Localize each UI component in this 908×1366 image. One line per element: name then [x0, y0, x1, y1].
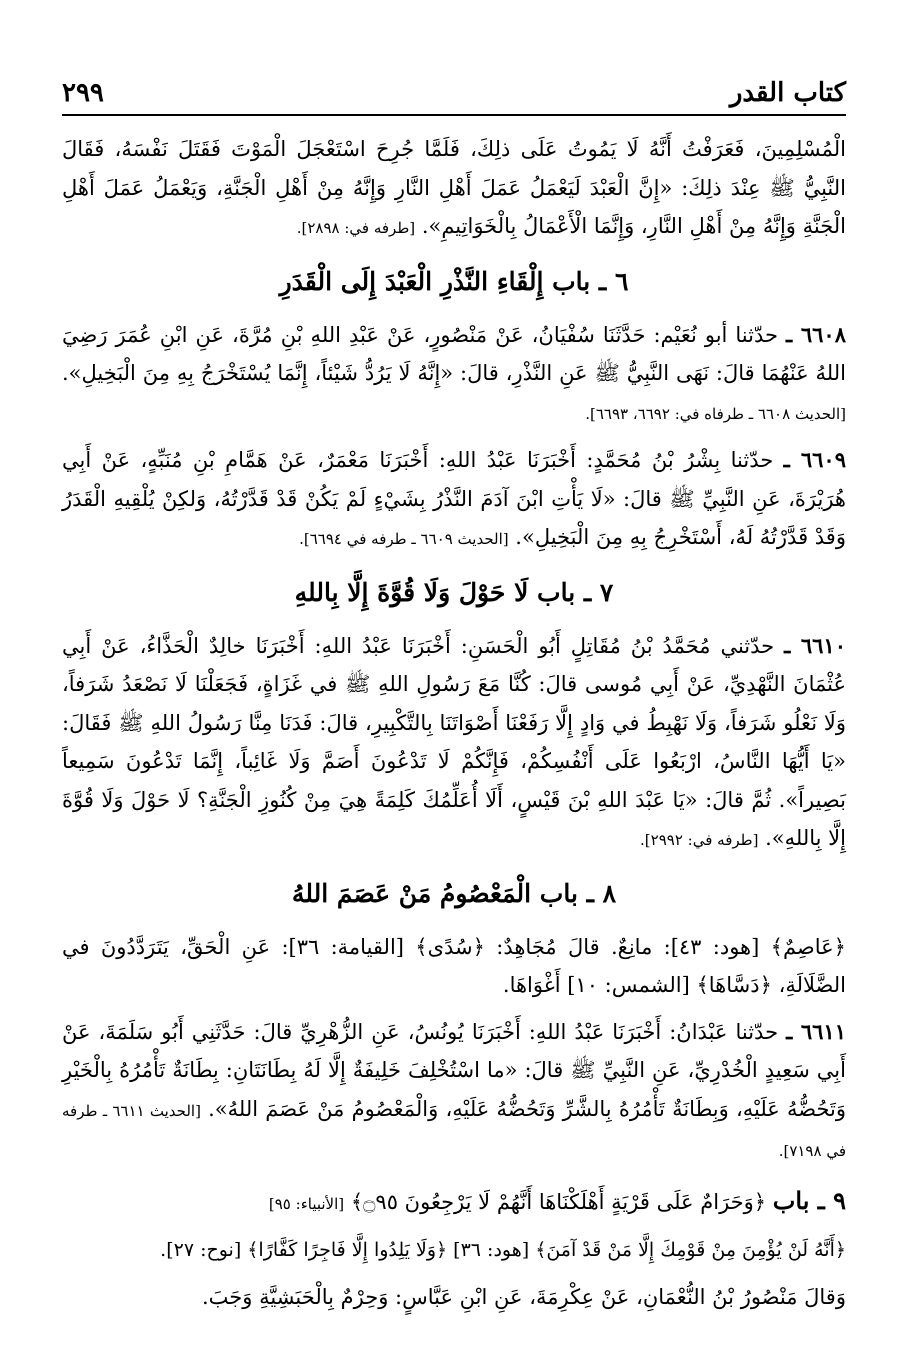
paragraph — [62, 928, 846, 1005]
chapter-heading: ٨ ـ باب الْمَعْصُومُ مَنْ عَصَمَ اللهُ — [291, 878, 617, 908]
verse-reference: [الأنبياء: ٩٥] — [268, 1194, 345, 1213]
paragraph-text: الْمُسْلِمِينَ، فَعَرَفْتُ أَنَّهُ لَا يَمُوتُ عَلَى ذلِكَ، فَلَمَّا جُرِحَ اسْتَعْجَلَ الْمَوْتَ فَقَتَلَ نَفْسَهُ، فَقَالَ النَّبِيُّ ﷺ عِنْدَ ذلِكَ: «إِنَّ الْعَبْدَ لَيَعْمَلُ عَمَلَ أَهْلِ النَّارِ وَإِنَّهُ مِنْ أَهْلِ الْجَنَّةِ، وَيَعْمَلُ عَمَلَ أَهْلِ الْجَنَّةِ وَإِنَّهُ مِنْ أَهْلِ النَّارِ، وَإِنَّمَا الْأَعْمَالُ بِالْخَوَاتِيمِ». — [62, 137, 846, 238]
hadith-paragraph — [62, 441, 846, 559]
hadith-paragraph — [62, 1013, 846, 1171]
paragraph-text: حدّثنا عَبْدَانُ: أَخْبَرَنَا عَبْدُ اللهِ: أَخْبَرَنَا يُونُسُ، عَنِ الزُّهْرِيِّ قالَ: حَدَّثَنِي أَبُو سَلَمَةَ، عَنْ أَبِي سَعِيدٍ الْخُدْرِيِّ، عَنِ النَّبِيِّ ﷺ قالَ: «ما اسْتُخْلِفَ خَلِيفَةٌ إِلَّا لَهُ بِطَانَتَانِ: بِطَانَةٌ تَأْمُرُهُ بِالْخَيْرِ وَتَحُضُّهُ عَلَيْهِ، وَبِطَانَةٌ تَأْمُرُهُ بِالشَّرِّ وَتَحُضُّهُ عَلَيْهِ، وَالْمَعْصُومُ مَنْ عَصَمَ اللهُ». — [62, 1019, 847, 1121]
page-header — [62, 62, 846, 108]
quran-verses-line: ﴿أَنَّهُ لَنْ يُؤْمِنَ مِنْ قَوْمِكَ إِلَّا مَنْ قَدْ آمَنَ﴾ [هود: ٣٦] ﴿وَلَا يَلِدُوا إِلَّا فَاجِرًا كَفَّارًا﴾ [نوح: ٢٧]. — [160, 1238, 846, 1261]
paragraph-text: حدّثنا بِشْرُ بْنُ مُحَمَّدٍ: أَخْبَرَنَا عَبْدُ اللهِ: أَخْبَرَنَا مَعْمَرٌ، عَنْ هَمَّامِ بْنِ مُنَبِّهٍ، عَنْ أَبِي هُرَيْرَةَ، عَنِ النَّبِيِّ ﷺ قالَ: «لَا يَأْتِ ابْنَ آدَمَ النَّذْرُ بِشَيْءٍ لَمْ يَكُنْ قَدْ قَدَّرْتُهُ، وَلكِنْ يُلْقِيهِ الْقَدَرُ وَقَدْ قَدَّرْتُهُ لَهُ، أَسْتَخْرِجُ بِهِ مِنَ الْبَخِيلِ». — [62, 448, 846, 549]
hadith-number: ٦٦٠٨ ـ — [786, 321, 846, 347]
running-title: كتاب القدر — [729, 78, 846, 108]
hadith-paragraph — [62, 316, 846, 434]
quran-verse: ﴿وَحَرَامٌ عَلَى قَرْيَةٍ أَهْلَكْنَاهَا أَنَّهُمْ لَا يَرْجِعُونَ ۝٩٥﴾ — [350, 1189, 767, 1214]
paragraph-text: ﴿عَاصِمٌ﴾ [هود: ٤٣]: مانِعٌ. قالَ مُجَاهِدٌ: ﴿سُدًى﴾ [القيامة: ٣٦]: عَنِ الْحَقِّ، يَتَرَدَّدُونَ في الضَّلَالَةِ، ﴿دَسَّاهَا﴾ [الشمس: ١٠] أَغْوَاهَا. — [62, 934, 846, 997]
chapter-heading: ٧ ـ باب لَا حَوْلَ وَلَا قُوَّةَ إِلَّا بِاللهِ — [294, 577, 614, 607]
page-body — [62, 130, 846, 1324]
cross-reference: [الحديث ٦٦٠٨ ـ طرفاه في: ٦٦٩٢، ٦٦٩٣]. — [585, 404, 846, 423]
chapter-label: ٩ ـ باب — [772, 1185, 846, 1215]
chapter-heading: ٦ ـ باب إِلْقَاءِ النَّذْرِ الْعَبْدَ إِلَى الْقَدَرِ — [279, 266, 629, 296]
paragraph-text: حدّثني مُحَمَّدُ بْنُ مُقَاتِلٍ أَبُو الْحَسَنِ: أَخْبَرَنَا عَبْدُ اللهِ: أَخْبَرَنَا خالِدٌ الْحَذَّاءُ، عَنْ أَبِي عُثْمَانَ النَّهْدِيِّ، عَنْ أَبِي مُوسى قالَ: كُنَّا مَعَ رَسُولِ اللهِ ﷺ في غَزَاةٍ، فَجَعَلْنَا لَا نَصْعَدُ شَرَفاً، وَلَا نَعْلُو شَرَفاً، وَلَا نَهْبِطُ في وَادٍ إِلَّا رَفَعْنَا أَصْوَاتَنَا بِالتَّكْبِيرِ، قالَ: فَدَنَا مِنَّا رَسُولُ اللهِ ﷺ فَقَالَ: «يَا أَيُّهَا النَّاسُ، ارْبَعُوا عَلَى أَنْفُسِكُمْ، فَإِنَّكُمْ لَا تَدْعُونَ أَصَمَّ وَلَا غَائِباً، إِنَّمَا تَدْعُونَ سَمِيعاً بَصِيراً». ثُمَّ قالَ: «يَا عَبْدَ اللهِ بْنَ قَيْسٍ، أَلَا أُعَلِّمُكَ كَلِمَةً هِيَ مِنْ كُنُوزِ الْجَنَّةِ؟ لَا حَوْلَ وَلَا قُوَّةَ إِلَّا بِاللهِ». — [62, 633, 846, 850]
cross-reference: [طرفه في: ٢٨٩٨]. — [296, 219, 416, 237]
page-number: ٢٩٩ — [62, 78, 104, 108]
cross-reference: [طرفه في: ٢٩٩٢]. — [640, 831, 759, 849]
paragraph-text: حدّثنا أبو نُعَيْم: حَدَّثَنَا سُفْيَانُ، عَنْ مَنْصُورٍ، عَنْ عَبْدِ اللهِ بْنِ مُرَّةَ، عَنِ ابْنِ عُمَرَ رَضِيَ اللهُ عَنْهُمَا قالَ: نَهَى النَّبِيُّ ﷺ عَنِ النَّذْرِ، قالَ: «إِنَّهُ لَا يَرُدُّ شَيْئاً، إِنَّمَا يُسْتَخْرَجُ بِهِ مِنَ الْبَخِيلِ». — [62, 322, 846, 385]
cross-reference: [الحديث ٦٦١١ ـ طرفه في ٧١٩٨]. — [62, 1101, 846, 1160]
chapter-heading-9 — [62, 1181, 846, 1224]
final-paragraph: وَقالَ مَنْصُورُ بْنُ النُّعْمَانِ، عَنْ عِكْرِمَةَ، عَنِ ابْنِ عَبَّاسٍ: وَحِرْمٌ بِالْحَبَشِيَّةِ وَجَبَ. — [202, 1284, 846, 1309]
hadith-number: ٦٦١٠ ـ — [784, 632, 846, 658]
hadith-number: ٦٦١١ ـ — [786, 1018, 846, 1044]
cross-reference: [الحديث ٦٦٠٩ ـ طرفه في ٦٦٩٤]. — [299, 530, 509, 548]
header-rule — [62, 114, 846, 116]
hadith-number: ٦٦٠٩ ـ — [783, 447, 846, 472]
paragraph — [62, 130, 846, 248]
hadith-paragraph — [62, 627, 846, 860]
